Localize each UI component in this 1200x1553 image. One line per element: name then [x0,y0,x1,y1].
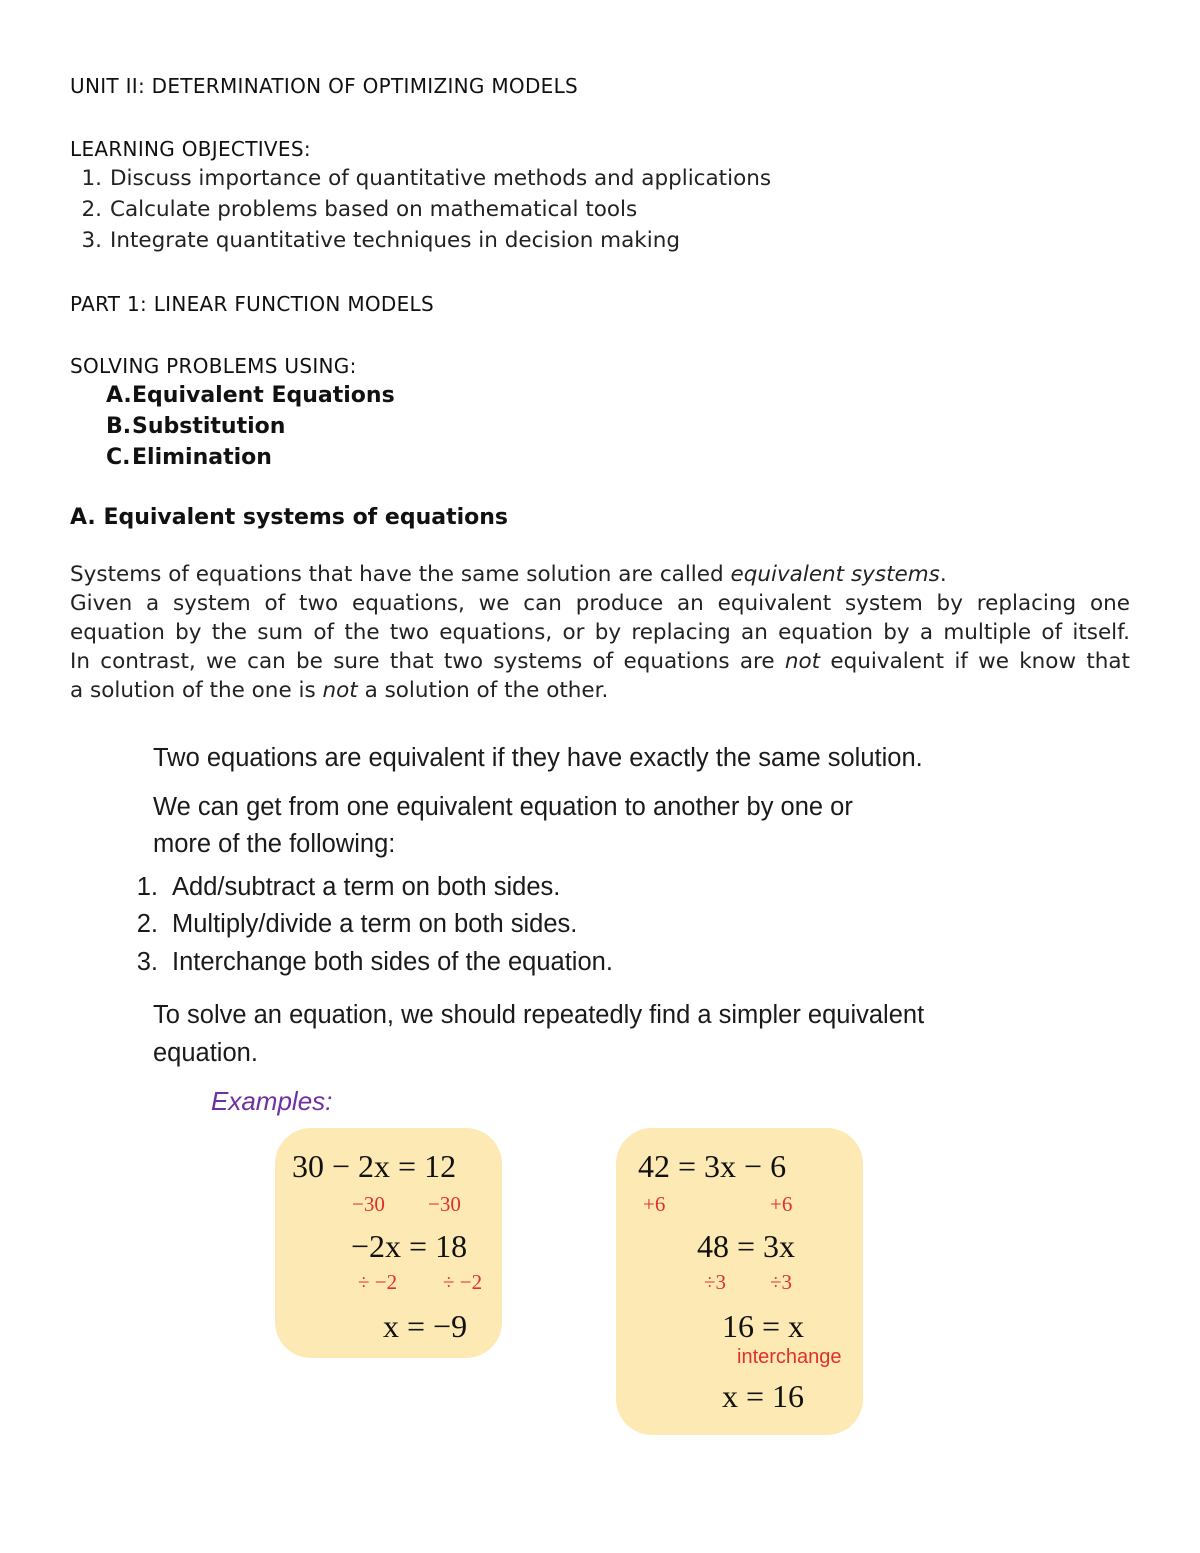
text-run: a solution of the one is [70,678,323,703]
method-text: Substitution [132,414,286,439]
example-1-equation-2: −2x = 18 [351,1228,468,1264]
paragraph-line: equation by the sum of the two equations, or by replacing an equation by a multiple of itself. [70,620,1130,645]
text-run: equivalent if we know that [820,649,1130,674]
paragraph-line [70,676,1130,705]
method-item [106,414,285,439]
part-title: PART 1: LINEAR FUNCTION MODELS [70,292,434,316]
example-2-op-left: +6 [643,1192,666,1216]
paragraph-line [70,560,1130,589]
method-text: Elimination [132,445,272,470]
objectives-heading: LEARNING OBJECTIVES: [70,137,311,161]
example-2-op-right: +6 [770,1192,793,1216]
examples-label: Examples: [211,1086,333,1116]
unit-title: UNIT II: DETERMINATION OF OPTIMIZING MODELS [70,74,579,98]
example-2-op-right: ÷3 [770,1270,793,1294]
objective-item [70,197,637,222]
example-2-equation-2: 48 = 3x [697,1228,796,1264]
step-text: Interchange both sides of the equation. [172,948,613,976]
method-text: Equivalent Equations [132,383,395,408]
emphasis-run: equivalent systems [730,562,940,587]
objective-item [70,166,771,191]
paragraph-line: Given a system of two equations, we can produce an equivalent system by replacing one [70,591,1130,616]
method-letter: A. [106,383,132,408]
example-2-equation-4: x = 16 [722,1378,805,1414]
emphasis-run: not [322,678,358,703]
example-2-equation-3: 16 = x [722,1308,805,1344]
method-letter: B. [106,414,132,439]
objective-number: 1. [81,166,102,191]
figure-step [120,873,560,902]
example-1-op-left: −30 [352,1192,385,1216]
figure-line: We can get from one equivalent equation to another by one or [153,793,853,821]
method-item [106,383,395,408]
figure-line: more of the following: [153,830,396,858]
step-text: Add/subtract a term on both sides. [172,873,561,901]
method-item [106,445,272,470]
section-a-title: A. Equivalent systems of equations [70,505,509,530]
figure-line: To solve an equation, we should repeatedly find a simpler equivalent [153,1001,925,1029]
objective-text: Integrate quantitative techniques in decision making [110,228,681,253]
example-2-equation-1: 42 = 3x − 6 [638,1148,787,1184]
objective-text: Calculate problems based on mathematical tools [110,197,638,222]
section-a-paragraph [70,560,1130,705]
figure-line: Two equations are equivalent if they have exactly the same solution. [153,744,923,772]
figure-step [120,948,613,977]
example-1-equation-3: x = −9 [383,1308,468,1344]
step-number: 1. [136,873,158,901]
example-2-note: interchange [737,1346,842,1368]
solving-heading: SOLVING PROBLEMS USING: [70,354,357,378]
example-1-op-left: ÷ −2 [358,1270,398,1294]
objective-number: 3. [81,228,102,253]
text-run: . [939,562,947,587]
figure-step [120,910,577,939]
text-run: a solution of the other. [357,678,609,703]
step-number: 3. [136,948,158,976]
emphasis-run: not [784,649,821,674]
figure-line: equation. [153,1039,258,1067]
paragraph-line [70,647,1130,676]
example-1-op-right: −30 [428,1192,461,1216]
method-letter: C. [106,445,131,470]
example-1-op-right: ÷ −2 [443,1270,483,1294]
text-run: In contrast, we can be sure that two systems of equations are [70,649,785,674]
example-2-op-left: ÷3 [704,1270,727,1294]
objective-number: 2. [81,197,102,222]
text-run: Systems of equations that have the same solution are called [70,562,731,587]
step-text: Multiply/divide a term on both sides. [172,910,578,938]
example-1-equation-1: 30 − 2x = 12 [292,1148,457,1184]
objective-text: Discuss importance of quantitative methods and applications [110,166,772,191]
objective-item [70,228,680,253]
step-number: 2. [136,910,158,938]
